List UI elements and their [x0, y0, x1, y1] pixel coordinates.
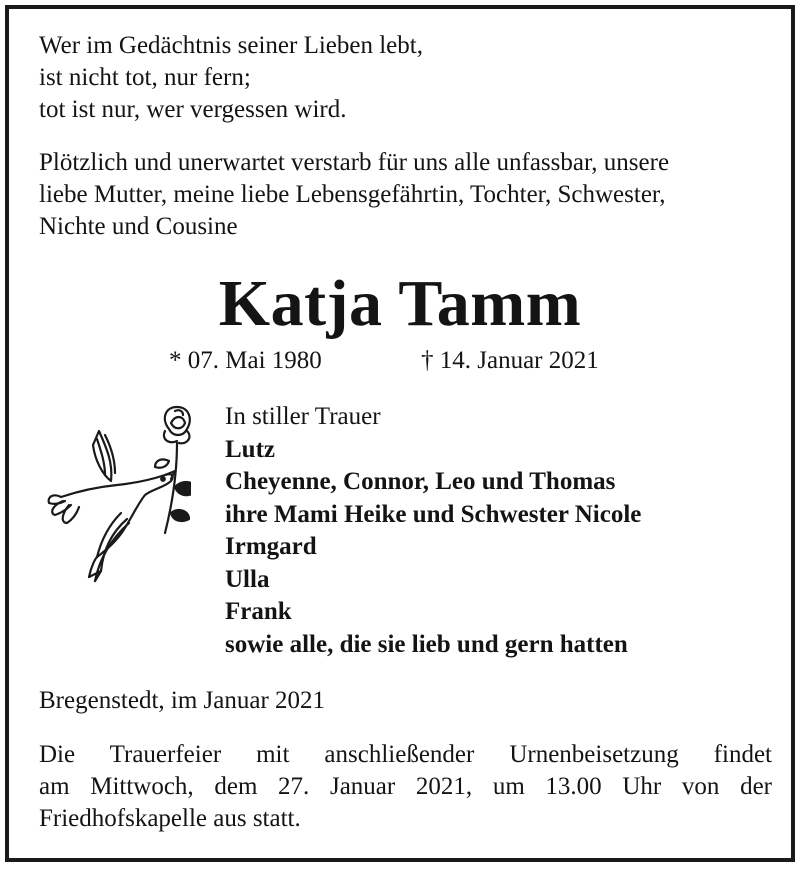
mourner-name: Cheyenne, Connor, Leo und Thomas	[225, 468, 616, 495]
birth-date: * 07. Mai 1980	[169, 347, 322, 374]
announcement-line: liebe Mutter, meine liebe Lebensgefährtin, Tochter, Schwester,	[39, 181, 666, 208]
funeral-details	[39, 739, 772, 835]
place-and-date: Bregenstedt, im Januar 2021	[39, 687, 326, 714]
mourner-name: sowie alle, die sie lieb und gern hatten	[225, 630, 628, 658]
mourners-heading: In stiller Trauer	[225, 403, 381, 430]
mourner-name: Frank	[225, 598, 292, 625]
poem-line: Wer im Gedächtnis seiner Lieben lebt,	[39, 32, 423, 59]
mourner-name: Ulla	[225, 565, 270, 593]
funeral-details-line: Die Trauerfeier mit anschließender Urnenbeisetzung findet	[39, 741, 772, 768]
announcement-line: Plötzlich und unerwartet verstarb für uns alle unfassbar, unsere	[39, 149, 670, 176]
death-date: † 14. Januar 2021	[421, 347, 599, 374]
funeral-details-line: am Mittwoch, dem 27. Januar 2021, um 13.00 Uhr von der	[39, 773, 772, 800]
deceased-name: Katja Tamm	[218, 267, 582, 340]
death-announcement	[39, 147, 669, 243]
mourner-name: ihre Mami Heike und Schwester Nicole	[225, 500, 642, 528]
poem-line: tot ist nur, wer vergessen wird.	[39, 96, 347, 123]
mourner-name: Irmgard	[225, 533, 317, 560]
funeral-details-line: Friedhofskapelle aus statt.	[39, 805, 301, 832]
dove-with-rose-icon	[41, 401, 191, 591]
announcement-line: Nichte und Cousine	[39, 213, 238, 240]
memorial-poem	[39, 30, 423, 126]
poem-line: ist nicht tot, nur fern;	[39, 64, 251, 91]
mourner-name: Lutz	[225, 435, 275, 463]
obituary-notice	[5, 5, 795, 862]
mourners-list	[225, 401, 641, 661]
